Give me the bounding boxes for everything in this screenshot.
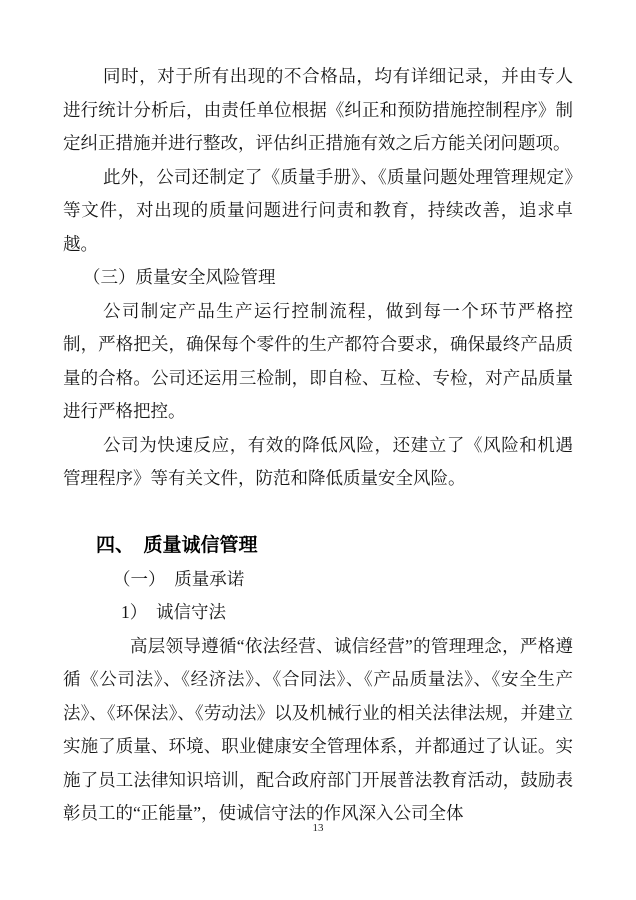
page-content xyxy=(63,60,573,831)
heading-quality-safety-risk-management: （三）质量安全风险管理 xyxy=(83,267,276,287)
paragraph-leadership-compliance: 高层领导遵循“依法经营、诚信经营”的管理理念，严格遵循《公司法》、《经济法》、《合同法》、《产品质量法》、《安全生产法》、《环保法》、《劳动法》以及机械行业的相关法律法规，并建立实施了质量、环境、职业健康安全管理体系，并都通过了认证。实施了员工法律知识培训，配合政府部门开展普法教育活动，鼓励表彰员工的“正能量”，使诚信守法的作风深入公司全体 xyxy=(63,635,573,823)
heading-quality-integrity-management: 四、 质量诚信管理 xyxy=(96,535,258,556)
heading-quality-commitment: （一） 质量承诺 xyxy=(113,568,245,589)
page-number: 13 xyxy=(312,822,324,834)
heading-integrity-law-abiding: 1） 诚信守法 xyxy=(121,602,226,622)
paragraph-production-control: 公司制定产品生产运行控制流程，做到每一个环节严格控制，严格把关，确保每个零件的生产都符合要求，确保最终产品质量的合格。公司还运用三检制，即自检、互检、专检，对产品质量进行严格把控。 xyxy=(63,300,573,421)
paragraph-nonconforming-records: 同时，对于所有出现的不合格品，均有详细记录，并由专人进行统计分析后，由责任单位根据《纠正和预防措施控制程序》制定纠正措施并进行整改，评估纠正措施有效之后方能关闭问题项。 xyxy=(63,66,573,153)
paragraph-quality-manual: 此外，公司还制定了《质量手册》、《质量问题处理管理规定》等文件，对出现的质量问题进行问责和教育，持续改善，追求卓越。 xyxy=(63,166,573,254)
paragraph-risk-opportunity-procedure: 公司为快速反应，有效的降低风险，还建立了《风险和机遇管理程序》等有关文件，防范和降低质量安全风险。 xyxy=(63,434,573,488)
